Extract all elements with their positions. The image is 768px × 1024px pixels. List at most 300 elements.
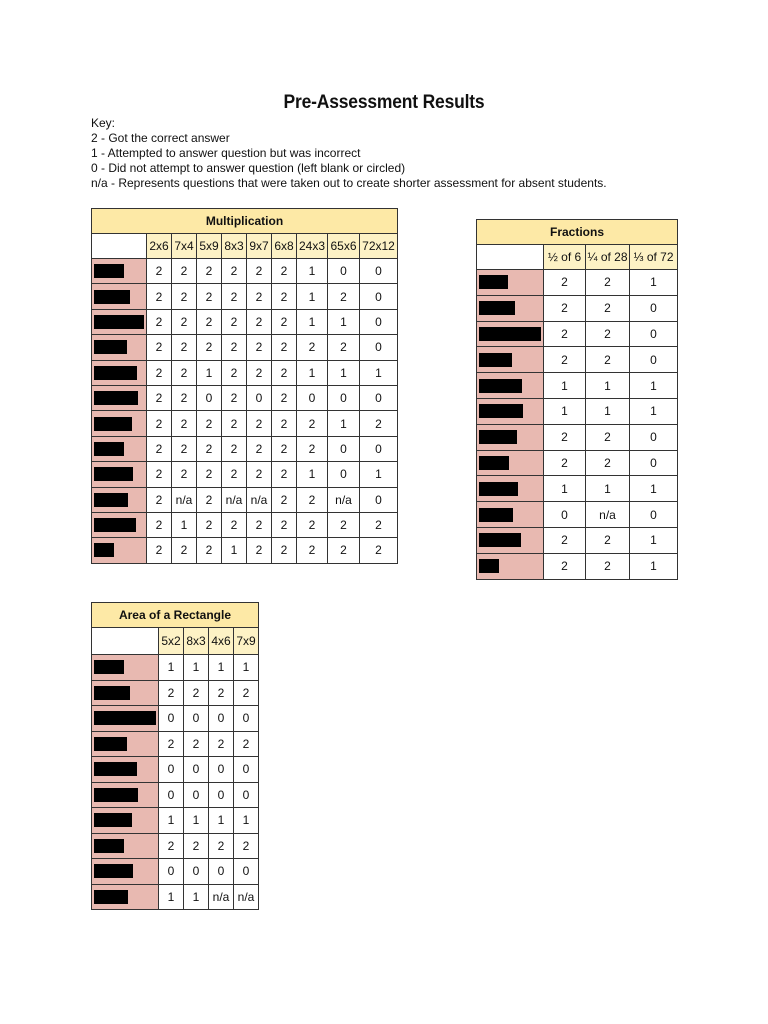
score-cell: 2 (147, 462, 172, 487)
score-cell: 2 (147, 538, 172, 563)
score-cell: n/a (247, 487, 272, 512)
score-cell: 2 (147, 309, 172, 334)
key-legend (91, 116, 607, 191)
score-cell: 2 (272, 411, 297, 436)
score-cell: 2 (172, 360, 197, 385)
score-cell: 2 (247, 309, 272, 334)
student-name-cell (92, 309, 147, 334)
table-row (92, 259, 398, 284)
score-cell: 1 (544, 398, 586, 424)
table-row (92, 782, 259, 808)
table-row (477, 321, 678, 347)
multiplication-table (91, 208, 398, 564)
score-cell: 0 (234, 859, 259, 885)
score-cell: 2 (544, 553, 586, 579)
score-cell: 2 (328, 284, 360, 309)
score-cell: 1 (297, 259, 328, 284)
redacted-name (94, 660, 124, 674)
table-row (477, 527, 678, 553)
score-cell: n/a (209, 884, 234, 910)
key-line-correct: 2 - Got the correct answer (91, 131, 230, 145)
table-row (477, 270, 678, 296)
student-name-cell (92, 884, 159, 910)
column-header: ½ of 6 (544, 245, 586, 270)
score-cell: 1 (234, 808, 259, 834)
score-cell: n/a (328, 487, 360, 512)
student-name-cell (477, 398, 544, 424)
score-cell: 2 (159, 680, 184, 706)
score-cell: 2 (172, 259, 197, 284)
score-cell: 2 (209, 731, 234, 757)
table-row (92, 411, 398, 436)
score-cell: 2 (234, 833, 259, 859)
score-cell: 1 (630, 373, 678, 399)
score-cell: 2 (147, 284, 172, 309)
score-cell: 2 (272, 512, 297, 537)
score-cell: 2 (172, 411, 197, 436)
score-cell: 0 (630, 321, 678, 347)
score-cell: 0 (328, 385, 360, 410)
score-cell: 1 (159, 655, 184, 681)
header-blank-cell (477, 245, 544, 270)
student-name-cell (92, 782, 159, 808)
redacted-name (479, 456, 509, 470)
score-cell: 0 (184, 757, 209, 783)
column-header: 8x3 (222, 234, 247, 259)
student-name-cell (92, 538, 147, 563)
score-cell: 0 (184, 782, 209, 808)
score-cell: 2 (172, 309, 197, 334)
score-cell: 2 (297, 512, 328, 537)
score-cell: 2 (297, 487, 328, 512)
table-row (477, 450, 678, 476)
score-cell: 2 (197, 309, 222, 334)
score-cell: 2 (147, 335, 172, 360)
table-row (477, 553, 678, 579)
table-title: Area of a Rectangle (92, 603, 259, 628)
score-cell: 0 (630, 450, 678, 476)
student-name-cell (92, 462, 147, 487)
score-cell: 2 (586, 450, 630, 476)
score-cell: 2 (172, 284, 197, 309)
score-cell: 1 (159, 884, 184, 910)
score-cell: 1 (184, 884, 209, 910)
table-row (92, 385, 398, 410)
fractions-table (476, 219, 678, 580)
score-cell: 2 (247, 462, 272, 487)
student-name-cell (92, 385, 147, 410)
score-cell: 0 (209, 782, 234, 808)
redacted-name (94, 467, 133, 481)
score-cell: 1 (630, 553, 678, 579)
score-cell: 2 (234, 731, 259, 757)
score-cell: 2 (247, 436, 272, 461)
score-cell: 2 (184, 731, 209, 757)
redacted-name (479, 482, 518, 496)
score-cell: 2 (272, 385, 297, 410)
score-cell: 2 (147, 360, 172, 385)
score-cell: 2 (222, 411, 247, 436)
score-cell: 2 (272, 284, 297, 309)
score-cell: 1 (209, 655, 234, 681)
score-cell: 2 (247, 335, 272, 360)
student-name-cell (92, 411, 147, 436)
score-cell: 2 (222, 360, 247, 385)
table-title: Fractions (477, 220, 678, 245)
score-cell: 0 (209, 859, 234, 885)
score-cell: 2 (247, 360, 272, 385)
column-header: 65x6 (328, 234, 360, 259)
student-name-cell (477, 527, 544, 553)
student-name-cell (92, 335, 147, 360)
score-cell: n/a (586, 502, 630, 528)
score-cell: 2 (222, 309, 247, 334)
score-cell: 2 (544, 424, 586, 450)
redacted-name (94, 813, 132, 827)
score-cell: n/a (222, 487, 247, 512)
score-cell: 2 (172, 538, 197, 563)
student-name-cell (477, 476, 544, 502)
key-line-incorrect: 1 - Attempted to answer question but was incorrect (91, 146, 361, 160)
redacted-name (94, 543, 114, 557)
score-cell: 0 (159, 782, 184, 808)
score-cell: 2 (197, 436, 222, 461)
key-line-blank: 0 - Did not attempt to answer question (left blank or circled) (91, 161, 406, 175)
table-title: Multiplication (92, 209, 398, 234)
column-header: 2x6 (147, 234, 172, 259)
score-cell: 2 (544, 450, 586, 476)
score-cell: 2 (544, 347, 586, 373)
score-cell: 2 (147, 512, 172, 537)
score-cell: 2 (247, 284, 272, 309)
score-cell: 2 (209, 833, 234, 859)
score-cell: 2 (360, 512, 398, 537)
student-name-cell (477, 347, 544, 373)
table-row (477, 476, 678, 502)
score-cell: 0 (234, 782, 259, 808)
score-cell: 1 (297, 284, 328, 309)
column-header: 4x6 (209, 628, 234, 655)
score-cell: 0 (234, 757, 259, 783)
score-cell: 2 (360, 538, 398, 563)
score-cell: 2 (222, 284, 247, 309)
score-cell: 2 (184, 833, 209, 859)
table-row (92, 538, 398, 563)
score-cell: 2 (586, 527, 630, 553)
score-cell: 0 (630, 502, 678, 528)
redacted-name (94, 290, 130, 304)
score-cell: 1 (172, 512, 197, 537)
score-cell: 0 (328, 436, 360, 461)
table-row (477, 424, 678, 450)
redacted-name (94, 340, 127, 354)
score-cell: 1 (297, 360, 328, 385)
redacted-name (94, 315, 144, 329)
column-header: 5x2 (159, 628, 184, 655)
score-cell: 2 (222, 462, 247, 487)
score-cell: 1 (630, 398, 678, 424)
score-cell: 2 (172, 335, 197, 360)
redacted-name (479, 353, 512, 367)
score-cell: 2 (544, 295, 586, 321)
student-name-cell (92, 808, 159, 834)
score-cell: 1 (222, 538, 247, 563)
student-name-cell (477, 295, 544, 321)
score-cell: 1 (184, 655, 209, 681)
score-cell: 1 (544, 373, 586, 399)
header-blank-cell (92, 628, 159, 655)
score-cell: 2 (159, 731, 184, 757)
redacted-name (94, 788, 138, 802)
table-row (92, 859, 259, 885)
redacted-name (479, 275, 508, 289)
score-cell: 2 (328, 538, 360, 563)
table-row (92, 284, 398, 309)
column-header: 6x8 (272, 234, 297, 259)
score-cell: 2 (272, 462, 297, 487)
score-cell: 2 (586, 347, 630, 373)
redacted-name (94, 686, 130, 700)
score-cell: 2 (234, 680, 259, 706)
score-cell: 2 (586, 424, 630, 450)
score-cell: 2 (197, 512, 222, 537)
student-name-cell (92, 259, 147, 284)
student-name-cell (92, 731, 159, 757)
column-header: 9x7 (247, 234, 272, 259)
score-cell: 2 (297, 436, 328, 461)
score-cell: 2 (197, 259, 222, 284)
score-cell: 2 (197, 487, 222, 512)
table-row (92, 487, 398, 512)
score-cell: 2 (586, 270, 630, 296)
score-cell: 1 (630, 476, 678, 502)
score-cell: 2 (172, 436, 197, 461)
page-title: Pre-Assessment Results (283, 92, 485, 113)
column-header: 72x12 (360, 234, 398, 259)
table-row (92, 335, 398, 360)
score-cell: 0 (159, 706, 184, 732)
score-cell: 2 (197, 462, 222, 487)
score-cell: 1 (586, 476, 630, 502)
score-cell: 1 (209, 808, 234, 834)
table-row (477, 373, 678, 399)
score-cell: 1 (328, 360, 360, 385)
redacted-name (94, 391, 138, 405)
table-row (92, 462, 398, 487)
score-cell: 2 (544, 321, 586, 347)
student-name-cell (477, 321, 544, 347)
score-cell: 0 (328, 462, 360, 487)
score-cell: 0 (328, 259, 360, 284)
score-cell: 0 (159, 757, 184, 783)
table-row (92, 731, 259, 757)
redacted-name (479, 559, 499, 573)
score-cell: 1 (184, 808, 209, 834)
score-cell: 0 (360, 284, 398, 309)
student-name-cell (477, 270, 544, 296)
redacted-name (94, 366, 137, 380)
score-cell: 2 (222, 512, 247, 537)
score-cell: 2 (222, 436, 247, 461)
student-name-cell (477, 373, 544, 399)
score-cell: 2 (328, 335, 360, 360)
score-cell: 2 (247, 538, 272, 563)
score-cell: 2 (172, 462, 197, 487)
score-cell: 2 (197, 335, 222, 360)
score-cell: n/a (234, 884, 259, 910)
student-name-cell (92, 859, 159, 885)
redacted-name (479, 508, 513, 522)
score-cell: 0 (209, 757, 234, 783)
redacted-name (479, 533, 521, 547)
score-cell: 1 (297, 309, 328, 334)
student-name-cell (92, 833, 159, 859)
score-cell: 2 (222, 259, 247, 284)
table-row (92, 436, 398, 461)
table-row (477, 502, 678, 528)
student-name-cell (92, 436, 147, 461)
redacted-name (479, 379, 522, 393)
table-row (92, 808, 259, 834)
score-cell: 2 (586, 321, 630, 347)
score-cell: 0 (360, 436, 398, 461)
table-row (92, 706, 259, 732)
redacted-name (479, 404, 523, 418)
score-cell: 1 (544, 476, 586, 502)
column-header: 7x4 (172, 234, 197, 259)
score-cell: 2 (272, 538, 297, 563)
score-cell: 2 (197, 284, 222, 309)
redacted-name (94, 762, 137, 776)
student-name-cell (92, 757, 159, 783)
score-cell: 2 (247, 411, 272, 436)
score-cell: 1 (297, 462, 328, 487)
redacted-name (94, 711, 156, 725)
score-cell: 2 (544, 270, 586, 296)
score-cell: 0 (297, 385, 328, 410)
score-cell: 2 (586, 295, 630, 321)
key-line-na: n/a - Represents questions that were taken out to create shorter assessment for absent students. (91, 176, 607, 190)
score-cell: 0 (360, 309, 398, 334)
score-cell: 2 (272, 259, 297, 284)
score-cell: 0 (184, 706, 209, 732)
score-cell: 0 (184, 859, 209, 885)
score-cell: 0 (544, 502, 586, 528)
score-cell: 1 (630, 270, 678, 296)
score-cell: 0 (630, 295, 678, 321)
table-row (477, 398, 678, 424)
score-cell: 2 (197, 538, 222, 563)
table-row (92, 360, 398, 385)
score-cell: 2 (247, 259, 272, 284)
column-header: 5x9 (197, 234, 222, 259)
column-header: 7x9 (234, 628, 259, 655)
table-row (92, 757, 259, 783)
score-cell: 2 (147, 411, 172, 436)
redacted-name (94, 737, 127, 751)
score-cell: 1 (328, 411, 360, 436)
column-header: 24x3 (297, 234, 328, 259)
score-cell: 2 (172, 385, 197, 410)
redacted-name (94, 839, 124, 853)
score-cell: 1 (197, 360, 222, 385)
score-cell: 2 (297, 538, 328, 563)
score-cell: n/a (172, 487, 197, 512)
score-cell: 2 (222, 385, 247, 410)
score-cell: 2 (247, 512, 272, 537)
student-name-cell (92, 487, 147, 512)
student-name-cell (92, 512, 147, 537)
redacted-name (479, 327, 541, 341)
score-cell: 2 (297, 411, 328, 436)
score-cell: 2 (147, 436, 172, 461)
score-cell: 2 (272, 436, 297, 461)
redacted-name (94, 493, 128, 507)
student-name-cell (92, 360, 147, 385)
score-cell: 1 (159, 808, 184, 834)
score-cell: 0 (209, 706, 234, 732)
score-cell: 2 (159, 833, 184, 859)
key-heading: Key: (91, 116, 116, 130)
score-cell: 2 (360, 411, 398, 436)
table-row (92, 512, 398, 537)
score-cell: 2 (147, 385, 172, 410)
score-cell: 2 (328, 512, 360, 537)
student-name-cell (92, 680, 159, 706)
score-cell: 1 (360, 360, 398, 385)
redacted-name (94, 864, 133, 878)
table-row (92, 655, 259, 681)
score-cell: 2 (297, 335, 328, 360)
table-row (477, 295, 678, 321)
redacted-name (94, 890, 128, 904)
score-cell: 0 (159, 859, 184, 885)
score-cell: 2 (209, 680, 234, 706)
student-name-cell (92, 706, 159, 732)
header-blank-cell (92, 234, 147, 259)
score-cell: 0 (360, 259, 398, 284)
score-cell: 2 (272, 360, 297, 385)
redacted-name (94, 264, 124, 278)
column-header: ¼ of 28 (586, 245, 630, 270)
student-name-cell (477, 424, 544, 450)
redacted-name (94, 518, 136, 532)
redacted-name (479, 430, 517, 444)
score-cell: 0 (247, 385, 272, 410)
column-header: ⅓ of 72 (630, 245, 678, 270)
student-name-cell (477, 450, 544, 476)
table-row (477, 347, 678, 373)
score-cell: 2 (586, 553, 630, 579)
score-cell: 0 (234, 706, 259, 732)
table-row (92, 884, 259, 910)
score-cell: 2 (147, 259, 172, 284)
score-cell: 1 (586, 398, 630, 424)
student-name-cell (92, 655, 159, 681)
table-row (92, 680, 259, 706)
score-cell: 2 (197, 411, 222, 436)
score-cell: 2 (147, 487, 172, 512)
score-cell: 2 (544, 527, 586, 553)
score-cell: 2 (272, 335, 297, 360)
score-cell: 1 (328, 309, 360, 334)
table-row (92, 833, 259, 859)
score-cell: 1 (586, 373, 630, 399)
score-cell: 1 (360, 462, 398, 487)
score-cell: 0 (630, 424, 678, 450)
score-cell: 2 (272, 487, 297, 512)
score-cell: 1 (234, 655, 259, 681)
